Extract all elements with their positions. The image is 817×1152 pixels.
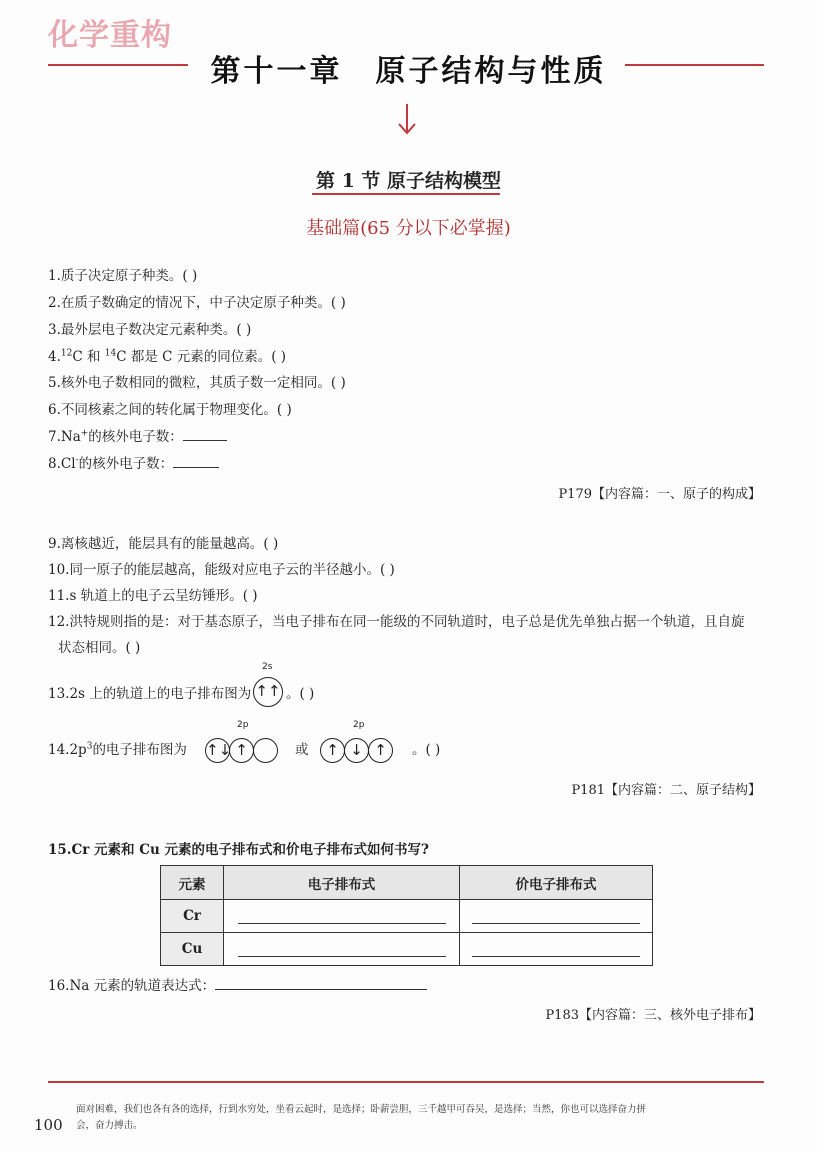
q4-part-a: 4. [48,349,61,365]
q13-part-b: 。( ) [286,686,315,702]
q13-part-a: 13.2s 上的轨道上的电子排布图为 [48,686,252,702]
q4-part-b: C 和 [72,349,105,365]
q16-text: 16.Na 元素的轨道表达式： [48,978,216,994]
q7-charge: + [80,428,89,439]
table-header-row [161,866,653,900]
q13-orbital-label: 2s [262,662,273,672]
chapter-title: 第十一章 原子结构与性质 [210,54,607,89]
table-cell-element: Cu [161,933,224,966]
orbital-set-1 [205,738,277,763]
answer-blank-16[interactable] [215,977,427,990]
question-1: 1.质子决定原子种类。( ) [48,268,198,284]
orbital-box-1a: ↑↓ [205,738,230,763]
table-header-valence: 价电子排布式 [460,866,653,900]
question-11: 11.s 轨道上的电子云呈纺锤形。( ) [48,588,258,604]
table-header-element: 元素 [161,866,224,900]
question-3: 3.最外层电子数决定元素种类。( ) [48,322,252,338]
q7-part-a: 7.Na [48,429,81,445]
q8-part-a: 8.Cl [48,456,76,472]
question-16 [48,974,427,994]
q14-orbital-label-2: 2p [353,720,365,730]
orbital-set-2 [320,738,392,763]
table-row [161,933,653,966]
question-14 [48,738,187,758]
answer-blank-8[interactable] [173,455,219,468]
table-row [161,900,653,933]
table-header-config: 电子排布式 [224,866,460,900]
q14-or: 或 [295,742,309,758]
down-arrow-icon [396,104,418,136]
q8-charge: - [75,455,79,466]
footer-motto [76,1102,776,1134]
q4-mass-12: 12 [60,348,73,359]
question-12-line-1: 12.洪特规则指的是：对于基态原子，当电子排布在同一能级的不同轨道时，电子总是优先单独占据一个轨道，且自旋 [48,614,745,630]
basic-subtitle: 基础篇(65 分以下必掌握) [306,218,511,239]
orbital-box-1b: ↑ [229,738,254,763]
table-cell-config[interactable] [224,933,460,966]
reference-p181: P181【内容篇：二、原子结构】 [571,783,761,798]
question-5: 5.核外电子数相同的微粒，其质子数一定相同。( ) [48,375,346,391]
table-cell-valence[interactable] [460,900,653,933]
motto-line-1: 面对困难，我们也各有各的选择，行到水穷处，坐看云起时，是选择；卧薪尝胆，三千越甲可吞吴，是选择；当然，你也可以选择奋力拼 [76,1104,647,1115]
question-7 [48,425,227,445]
table-cell-element: Cr [161,900,224,933]
q4-mass-14: 14 [104,348,117,359]
orbital-box-2a: ↑ [320,738,345,763]
q7-part-b: 的核外电子数： [88,429,183,445]
q4-part-c: C 都是 C 元素的同位素。( ) [116,349,287,365]
footer-rule [48,1081,764,1083]
table-cell-valence[interactable] [460,933,653,966]
motto-line-2: 会，奋力搏击。 [76,1120,143,1131]
q8-part-b: 的核外电子数： [78,456,174,472]
section-title: 第 1 节 原子结构模型 [315,170,502,192]
question-9: 9.离核越近，能层具有的能量越高。( ) [48,536,279,552]
question-13 [48,682,251,702]
q14-electron-count: 3 [86,741,93,752]
orbital-box-2b: ↓ [344,738,369,763]
question-2: 2.在质子数确定的情况下，中子决定原子种类。( ) [48,295,346,311]
page-number: 100 [34,1116,63,1134]
orbital-box-2s: ↑↑ [253,677,283,707]
q14-part-b: 的电子排布图为 [92,742,187,758]
electron-config-table [160,865,653,966]
q14-part-c: 。( ) [412,742,441,758]
reference-p179: P179【内容篇：一、原子的构成】 [558,487,761,502]
q14-part-a: 14.2p [48,742,87,758]
question-15: 15.Cr 元素和 Cu 元素的电子排布式和价电子排布式如何书写? [48,842,429,858]
q14-orbital-label-1: 2p [237,720,249,730]
question-6: 6.不同核素之间的转化属于物理变化。( ) [48,402,292,418]
reference-p183: P183【内容篇：三、核外电子排布】 [545,1008,761,1023]
section-underline [312,193,500,195]
orbital-box-1c [253,738,278,763]
question-4 [48,345,286,365]
question-8 [48,452,219,472]
brand-logo: 化学重构 [48,18,172,53]
answer-blank-7[interactable] [183,428,227,441]
question-10: 10.同一原子的能层越高，能级对应电子云的半径越小。( ) [48,562,395,578]
table-cell-config[interactable] [224,900,460,933]
question-12-line-2: 状态相同。( ) [58,640,141,656]
orbital-box-2c: ↑ [368,738,393,763]
